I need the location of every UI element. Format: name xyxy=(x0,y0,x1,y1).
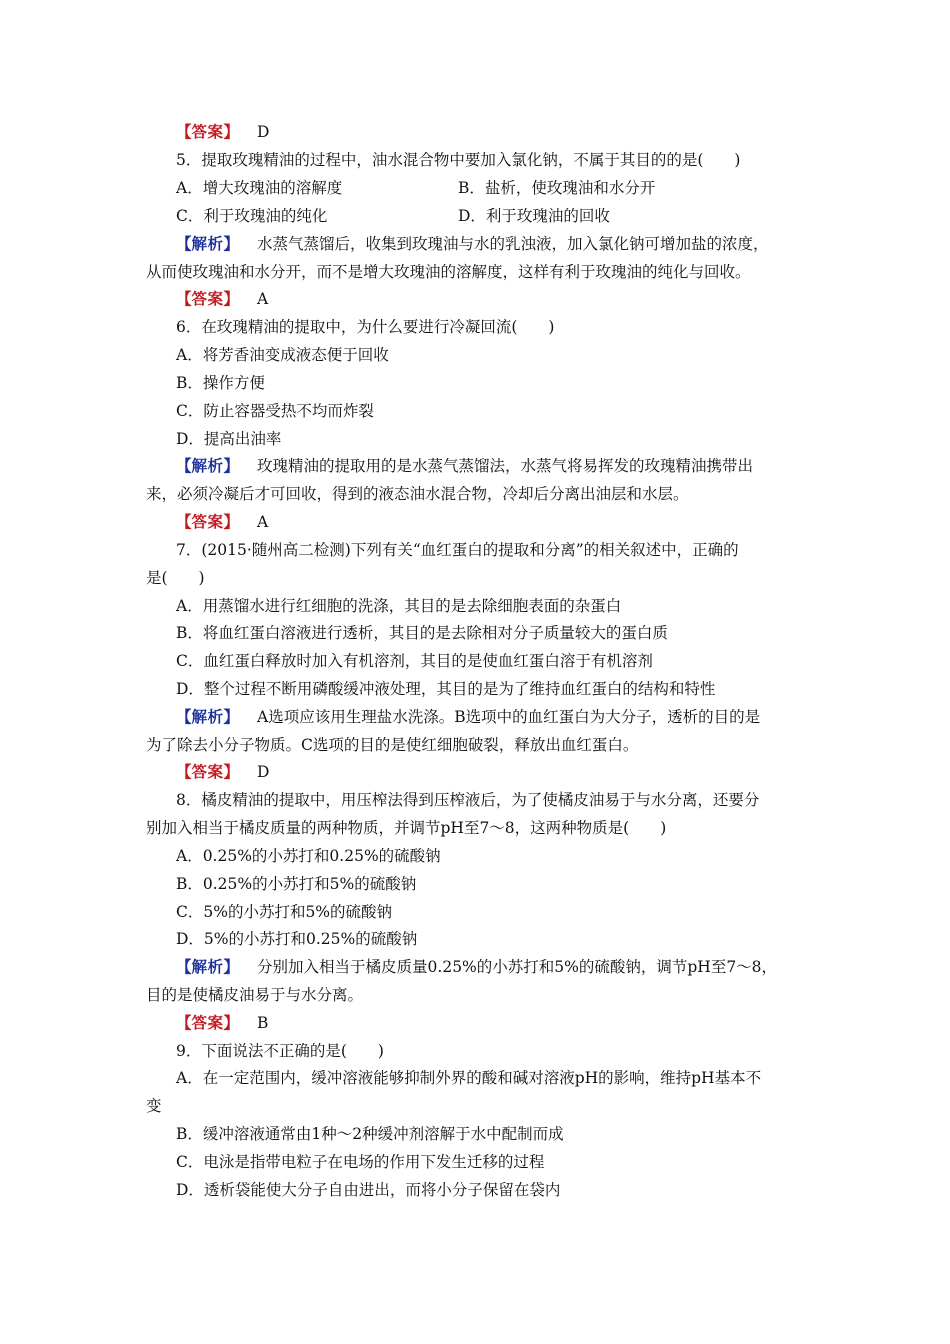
bracket-close: 】 xyxy=(223,234,240,253)
question-6-option-b: B．操作方便 xyxy=(176,374,265,392)
bracket-close: 】 xyxy=(223,122,240,141)
question-9-option-a: A．在一定范围内，缓冲溶液能够抑制外界的酸和碱对溶液pH的影响，维持pH基本不 xyxy=(176,1069,762,1087)
analysis-label: 解析 xyxy=(191,234,224,253)
bracket-open: 【 xyxy=(176,957,192,976)
question-6-option-a: A．将芳香油变成液态便于回收 xyxy=(176,346,389,364)
question-8-stem-cont: 别加入相当于橘皮质量的两种物质，并调节pH至7～8，这两种物质是( ) xyxy=(146,819,667,837)
analysis-text: 分别加入相当于橘皮质量0.25%的小苏打和5%的硫酸钠，调节pH至7～8， xyxy=(257,958,778,976)
question-7-stem-cont: 是( ) xyxy=(146,569,205,587)
analysis-text: 水蒸气蒸馏后，收集到玫瑰油与水的乳浊液，加入氯化钠可增加盐的浓度， xyxy=(257,235,769,253)
question-6-option-d: D．提高出油率 xyxy=(176,430,282,448)
analysis-label: 解析 xyxy=(191,707,224,726)
answer-line xyxy=(176,512,268,532)
bracket-open: 【 xyxy=(176,1013,192,1032)
answer-label: 答案 xyxy=(191,762,224,781)
bracket-open: 【 xyxy=(176,289,192,308)
question-8-option-a: A．0.25%的小苏打和0.25%的硫酸钠 xyxy=(176,847,441,865)
question-8-analysis xyxy=(176,957,777,977)
question-8-option-d: D．5%的小苏打和0.25%的硫酸钠 xyxy=(176,930,418,948)
question-7-analysis xyxy=(176,707,760,727)
question-5-option-d: D．利于玫瑰油的回收 xyxy=(458,207,610,225)
analysis-label: 解析 xyxy=(191,957,224,976)
bracket-open: 【 xyxy=(176,122,192,141)
answer-line xyxy=(176,122,269,142)
question-9-option-d: D．透析袋能使大分子自由进出，而将小分子保留在袋内 xyxy=(176,1181,561,1199)
question-7-option-d: D．整个过程不断用磷酸缓冲液处理，其目的是为了维持血红蛋白的结构和特性 xyxy=(176,680,716,698)
bracket-close: 】 xyxy=(223,957,240,976)
bracket-open: 【 xyxy=(176,707,192,726)
question-8-option-c: C．5%的小苏打和5%的硫酸钠 xyxy=(176,903,393,921)
answer-value: D xyxy=(257,763,270,781)
bracket-close: 】 xyxy=(223,1013,240,1032)
question-7-option-c: C．血红蛋白释放时加入有机溶剂，其目的是使血红蛋白溶于有机溶剂 xyxy=(176,652,653,670)
bracket-close: 】 xyxy=(223,289,240,308)
answer-line xyxy=(176,1013,268,1033)
answer-label: 答案 xyxy=(191,1013,224,1032)
question-7-analysis-cont: 为了除去小分子物质。C选项的目的是使红细胞破裂，释放出血红蛋白。 xyxy=(146,736,639,754)
question-6-option-c: C．防止容器受热不均而炸裂 xyxy=(176,402,374,420)
question-5-analysis xyxy=(176,234,769,254)
bracket-close: 】 xyxy=(223,707,240,726)
bracket-open: 【 xyxy=(176,762,192,781)
answer-line xyxy=(176,762,269,782)
analysis-text: A选项应该用生理盐水洗涤。B选项中的血红蛋白为大分子，透析的目的是 xyxy=(257,708,761,726)
answer-label: 答案 xyxy=(191,289,224,308)
question-6-analysis-cont: 来，必须冷凝后才可回收，得到的液态油水混合物，冷却后分离出油层和水层。 xyxy=(146,485,689,503)
answer-value: A xyxy=(257,290,269,308)
question-5-analysis-cont: 从而使玫瑰油和水分开，而不是增大玫瑰油的溶解度，这样有利于玫瑰油的纯化与回收。 xyxy=(146,263,751,281)
question-7-option-b: B．将血红蛋白溶液进行透析，其目的是去除相对分子质量较大的蛋白质 xyxy=(176,624,668,642)
question-5-option-b: B．盐析，使玫瑰油和水分开 xyxy=(458,179,656,197)
question-7-stem: 7．(2015·随州高二检测)下列有关“血红蛋白的提取和分离”的相关叙述中，正确的 xyxy=(176,541,739,559)
answer-line xyxy=(176,289,268,309)
question-9-option-a-cont: 变 xyxy=(146,1097,162,1115)
answer-value: A xyxy=(257,513,269,531)
question-8-option-b: B．0.25%的小苏打和5%的硫酸钠 xyxy=(176,875,417,893)
bracket-open: 【 xyxy=(176,234,192,253)
question-5-stem: 5．提取玫瑰精油的过程中，油水混合物中要加入氯化钠，不属于其目的的是( ) xyxy=(176,151,741,169)
question-9-stem: 9．下面说法不正确的是( ) xyxy=(176,1042,384,1060)
answer-label: 答案 xyxy=(191,122,224,141)
question-6-stem: 6．在玫瑰精油的提取中，为什么要进行冷凝回流( ) xyxy=(176,318,555,336)
question-7-option-a: A．用蒸馏水进行红细胞的洗涤，其目的是去除细胞表面的杂蛋白 xyxy=(176,597,622,615)
analysis-text: 玫瑰精油的提取用的是水蒸气蒸馏法，水蒸气将易挥发的玫瑰精油携带出 xyxy=(257,457,754,475)
answer-value: D xyxy=(257,123,270,141)
question-9-option-b: B．缓冲溶液通常由1种～2种缓冲剂溶解于水中配制而成 xyxy=(176,1125,564,1143)
question-6-analysis xyxy=(176,456,753,476)
bracket-open: 【 xyxy=(176,512,192,531)
question-5-option-a: A．增大玫瑰油的溶解度 xyxy=(176,179,343,197)
question-8-stem: 8．橘皮精油的提取中，用压榨法得到压榨液后，为了使橘皮油易于与水分离，还要分 xyxy=(176,791,760,809)
answer-label: 答案 xyxy=(191,512,224,531)
question-9-option-c: C．电泳是指带电粒子在电场的作用下发生迁移的过程 xyxy=(176,1153,545,1171)
bracket-open: 【 xyxy=(176,456,192,475)
bracket-close: 】 xyxy=(223,456,240,475)
answer-value: B xyxy=(257,1014,269,1032)
analysis-label: 解析 xyxy=(191,456,224,475)
bracket-close: 】 xyxy=(223,762,240,781)
question-8-analysis-cont: 目的是使橘皮油易于与水分离。 xyxy=(146,986,364,1004)
question-5-option-c: C．利于玫瑰油的纯化 xyxy=(176,207,328,225)
bracket-close: 】 xyxy=(223,512,240,531)
